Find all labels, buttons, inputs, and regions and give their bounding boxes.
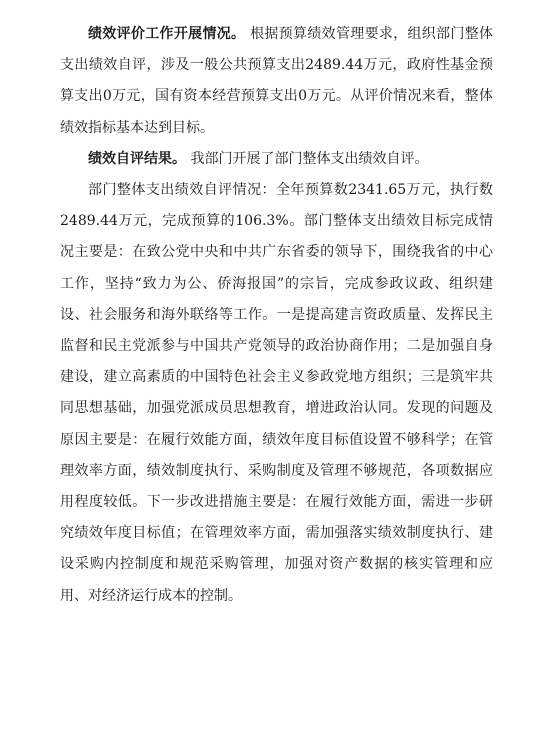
- paragraph-text: 我部门开展了部门整体支出绩效自评。: [190, 150, 429, 167]
- paragraph-heading: 绩效自评结果。: [88, 150, 186, 167]
- paragraph-text: 部门整体支出绩效自评情况：全年预算数2341.65万元，执行数2489.44万元，完成预算的106.3%。部门整体支出绩效目标完成情况主要是：在致公党中央和中共广东省委的领导下，围绕我省的中心工作，坚持“致力为公、侨海报国”的宗旨，完成参政议政、组织建设、社会服务和海外联络等工作。一是提高建言资政质量、发挥民主监督和民主党派参与中国共产党领导的政治协商作用；二是加强自身建设，建立高素质的中国特色社会主义参政党地方组织；三是筑牢共同思想基础，加强党派成员思想教育，增进政治认同。发现的问题及原因主要是：在履行效能方面，绩效年度目标值设置不够科学；在管理效率方面，绩效制度执行、采购制度及管理不够规范，各项数据应用程度较低。下一步改进措施主要是：在履行效能方面，需进一步研究绩效年度目标值；在管理效率方面，需加强落实绩效制度执行、建设采购内控制度和规范采购管理，加强对资产数据的核实管理和应用、对经济运行成本的控制。: [60, 182, 493, 604]
- paragraph-text: 根据预算绩效管理要求，组织部门整体支出绩效自评，涉及一般公共预算支出2489.44万元，政府性基金预算支出0万元，国有资本经营预算支出0万元。从评价情况来看，整体绩效指标基本达到目标。: [60, 26, 494, 136]
- paragraph-performance-evaluation: [60, 19, 493, 144]
- paragraph-self-evaluation-result: [60, 144, 493, 175]
- paragraph-self-evaluation-detail: [60, 175, 493, 612]
- paragraph-heading: 绩效评价工作开展情况。: [88, 26, 246, 42]
- document-page: [60, 19, 493, 612]
